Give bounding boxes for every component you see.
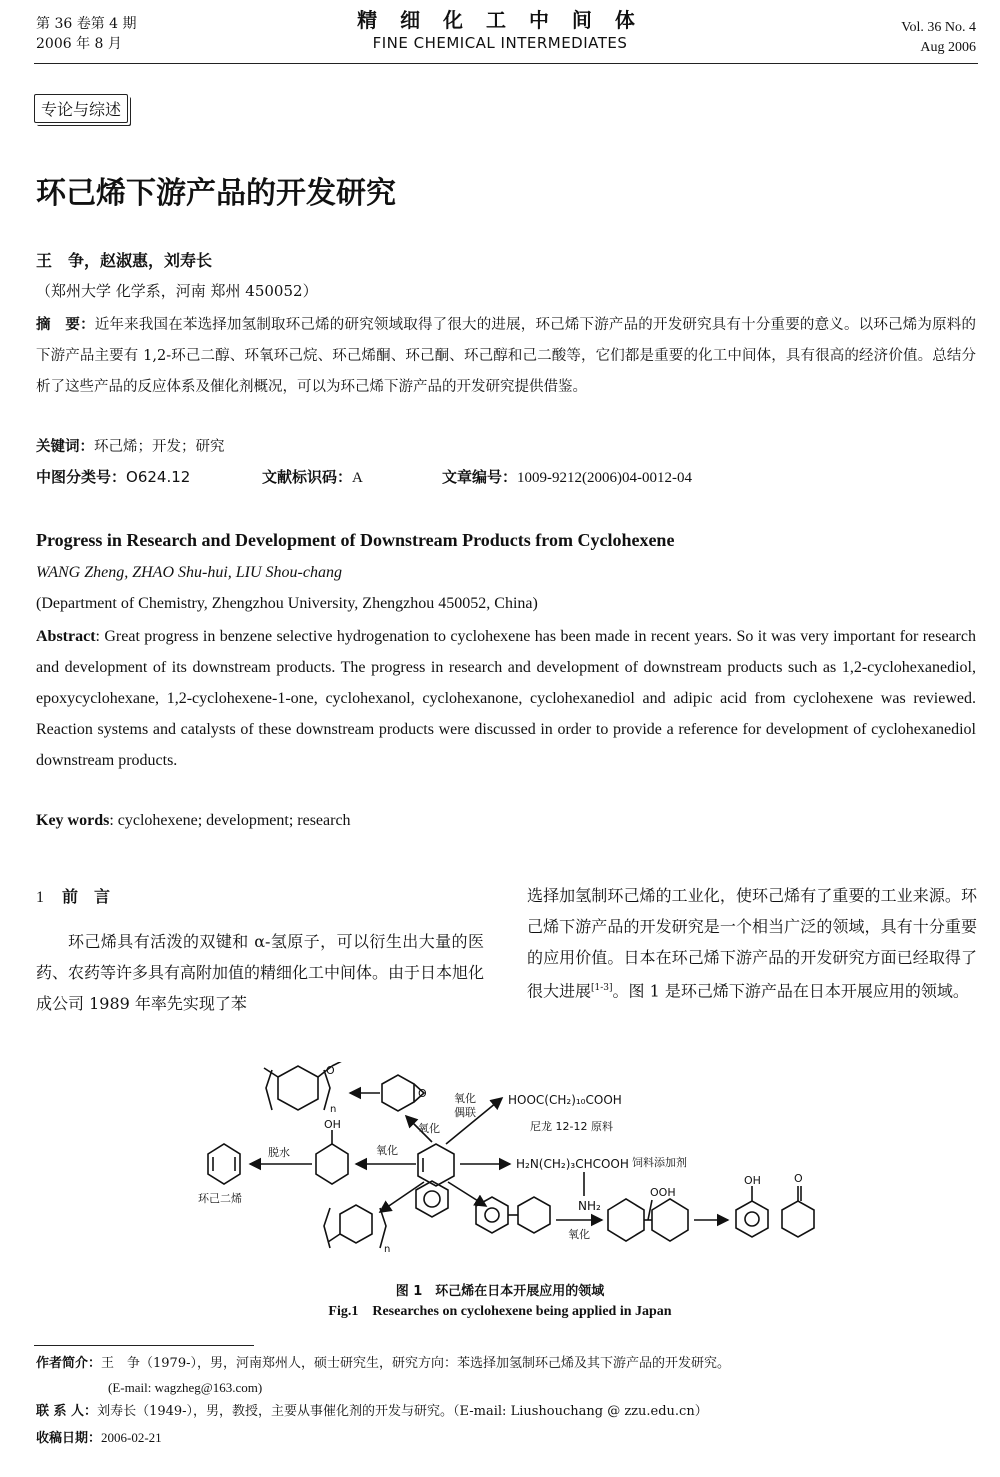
date-en: Aug 2006 xyxy=(920,40,976,55)
footnote-received xyxy=(36,1428,162,1449)
abstract-cn-text: 近年来我国在苯选择加氢制取环己烯的研究领域取得了很大的进展，环己烯下游产品的开发研究具有十分重要的意义。以环己烯为原料的下游产品主要有 1,2-环己二醇、环氧环己烷、环己烯酮、环己酮、环己醇和己二酸等，它们都是重要的化工中间体，具有很高的经济价值。总结分析了这些产品的反应体系及催化剂概况，可以为环己烯下游产品的开发研究提供借鉴。 xyxy=(36,317,976,395)
product-nylon-note: 尼龙 12-12 原料 xyxy=(530,1120,613,1133)
section-number: 1 xyxy=(36,889,44,906)
abstract-en-label: Abstract xyxy=(36,628,96,645)
ketone-o-label: O xyxy=(794,1172,803,1185)
clc-value: O624.12 xyxy=(126,468,191,486)
abstract-en: Abstract: Great progress in benzene selective hydrogenation to cyclohexene has been made in recent years. So it was very important for research and development of its downstream products. The progress in research and development of downstream products such as 1,2-cyclohexanediol, epoxycyclohexane, 1,2-cyclohexene-1-one, cyclohexanol, cyclohexanone, cyclohexanediol and adipic acid from cyclohexene was reviewed. Reaction systems and catalysts of these downstream products were discussed in order to provide a reference for development of cyclohexanediol downstream products. xyxy=(36,628,976,769)
abstract-cn xyxy=(36,310,976,403)
figure-caption-cn: 图 1 环己烯在日本开展应用的领域 xyxy=(395,1284,605,1299)
classification-line xyxy=(36,466,692,487)
cyclohexanone-structure xyxy=(782,1172,814,1237)
footnote-contact xyxy=(36,1402,708,1422)
hydroxyl-label-2: OH xyxy=(744,1174,761,1187)
authors-cn: 王 争，赵淑惠，刘寿长 xyxy=(36,251,213,270)
keywords-cn-text: 环己烯；开发；研究 xyxy=(94,439,225,455)
footnote-received-label: 收稿日期： xyxy=(36,1431,102,1446)
footnote-contact-text: 刘寿长（1949-），男，教授，主要从事催化剂的开发与研究。（E-mail: Liushouchang @ zzu.edu.cn） xyxy=(97,1404,708,1419)
header-center xyxy=(300,8,700,54)
clc-label: 中图分类号： xyxy=(36,468,127,486)
keywords-en-label: Key words xyxy=(36,812,110,829)
footnote-contact-label: 联 系 人： xyxy=(36,1404,98,1419)
subscript-n-1: n xyxy=(330,1104,337,1115)
label-dehydration: 脱水 xyxy=(268,1146,290,1159)
affiliation-cn: （郑州大学 化学系，河南 郑州 450052） xyxy=(36,282,318,300)
label-oxidative-coupling-1: 氧化 xyxy=(454,1092,476,1105)
volume-cn: 第 36 卷第 4 期 xyxy=(36,16,137,32)
cyclohexene-structure xyxy=(418,1144,454,1186)
footnote-author-text: 王 争（1979-），男，河南郑州人，硕士研究生，研究方向：苯选择加氢制环己烯及其下游产品的开发研究。 xyxy=(101,1356,730,1371)
benzene-structure xyxy=(416,1181,448,1217)
cyclohexylphenol-structure xyxy=(736,1174,768,1237)
product-dodecanedioic-acid: HOOC(CH₂)₁₀COOH xyxy=(508,1093,622,1107)
epoxide-o-label: O xyxy=(418,1087,427,1100)
label-oxidation-epoxide: 氧化 xyxy=(418,1122,440,1135)
label-oxidation-2: 氧化 xyxy=(568,1228,590,1241)
header-rule xyxy=(34,63,978,64)
figure-reaction-scheme xyxy=(180,1062,840,1272)
amine-label: NH₂ xyxy=(578,1199,601,1213)
product-amino-acid: H₂N(CH₂)₃CHCOOH xyxy=(516,1157,629,1171)
keywords-cn xyxy=(36,435,225,456)
footnote-author-label: 作者简介： xyxy=(36,1356,102,1371)
authors-en: WANG Zheng, ZHAO Shu-hui, LIU Shou-chang xyxy=(36,564,342,581)
affiliation-en: (Department of Chemistry, Zhengzhou University, Zhengzhou 450052, China) xyxy=(36,595,538,612)
intro-right-text-1: 选择加氢制环己烯的工业化，使环己烯有了重要的工业来源。环己烯下游产品的开发研究是一个相当广泛的领域，具有十分重要的应用价值。日本在环己烯下游产品的开发研究方面已经取得了很大进展 xyxy=(527,886,977,1001)
intro-right-text-2: 。图 1 是环己烯下游产品在日本开展应用的领域。 xyxy=(612,981,969,1001)
keywords-en-text: cyclohexene; development; research xyxy=(117,812,351,829)
footnote-received-date: 2006-02-21 xyxy=(101,1430,162,1445)
hydroxyl-label-1: OH xyxy=(324,1118,341,1131)
oxygen-label: O xyxy=(326,1064,335,1077)
date-cn: 2006 年 8 月 xyxy=(36,36,122,52)
abstract-cn-label: 摘 要： xyxy=(36,317,95,333)
footnote-rule xyxy=(34,1345,254,1346)
intro-ref: [1-3] xyxy=(591,983,613,993)
keywords-en: Key words: cyclohexene; development; research xyxy=(36,812,351,829)
footnote-author xyxy=(36,1354,730,1374)
hydroperoxide-structure xyxy=(608,1186,688,1241)
header-right xyxy=(901,18,976,58)
cyclohexadiene-structure xyxy=(208,1144,240,1184)
header-left xyxy=(36,14,137,54)
intro-right-column xyxy=(527,880,977,1006)
keywords-cn-label: 关键词： xyxy=(36,439,94,455)
volume-en: Vol. 36 No. 4 xyxy=(901,20,976,35)
section-heading xyxy=(36,884,110,907)
epoxycyclohexane-structure xyxy=(382,1075,427,1111)
article-no-value: 1009-9212(2006)04-0012-04 xyxy=(517,470,693,486)
journal-name-cn: 精 细 化 工 中 间 体 xyxy=(357,8,643,32)
hydroperoxy-label: OOH xyxy=(650,1186,676,1199)
intro-left-column: 环己烯具有活泼的双键和 α-氢原子，可以衍生出大量的医药、农药等许多具有高附加值的精细化工中间体。由于日本旭化成公司 1989 年率先实现了苯 xyxy=(36,932,485,1013)
journal-name-en: FINE CHEMICAL INTERMEDIATES xyxy=(372,34,628,52)
phenylcyclohexane-structure xyxy=(476,1197,550,1233)
article-title-en: Progress in Research and Development of Downstream Products from Cyclohexene xyxy=(36,530,675,550)
cyclohexanol-structure xyxy=(316,1118,348,1184)
article-title-cn: 环己烯下游产品的开发研究 xyxy=(36,176,396,211)
section-title: 前 言 xyxy=(62,887,111,906)
footnote-author-email: (E-mail: wagzheg@163.com) xyxy=(108,1380,263,1395)
doc-code-label: 文献标识码： xyxy=(262,468,353,486)
label-oxidative-coupling-2: 偶联 xyxy=(454,1106,476,1119)
abstract-en-text: Great progress in benzene selective hydrogenation to cyclohexene has been made in recent years. So it was very important for research and development of its downstream products. The progress in research and development of downstream products such as 1,2-cyclohexanediol, epoxycyclohexane, 1,2-cyclohexene-1-one, cyclohexanol, cyclohexanone, cyclohexanediol and adipic acid from cyclohexene was reviewed. Reaction systems and catalysts of these downstream products were discussed in order to provide a reference for development of cyclohexanediol downstream products. xyxy=(36,628,976,769)
section-tag: 专论与综述 xyxy=(34,94,128,123)
article-no-label: 文章编号： xyxy=(442,468,518,486)
doc-code-value: A xyxy=(352,470,363,486)
figure-caption-en: Fig.1 Researches on cyclohexene being applied in Japan xyxy=(328,1304,672,1319)
product-cyclohexadiene: 环己二烯 xyxy=(198,1192,242,1205)
product-feed-additive: 饲料添加剂 xyxy=(632,1156,687,1169)
subscript-n-2: n xyxy=(384,1244,391,1255)
label-hydration: 氧化 xyxy=(376,1144,398,1157)
polymer-ether-structure xyxy=(264,1062,344,1115)
